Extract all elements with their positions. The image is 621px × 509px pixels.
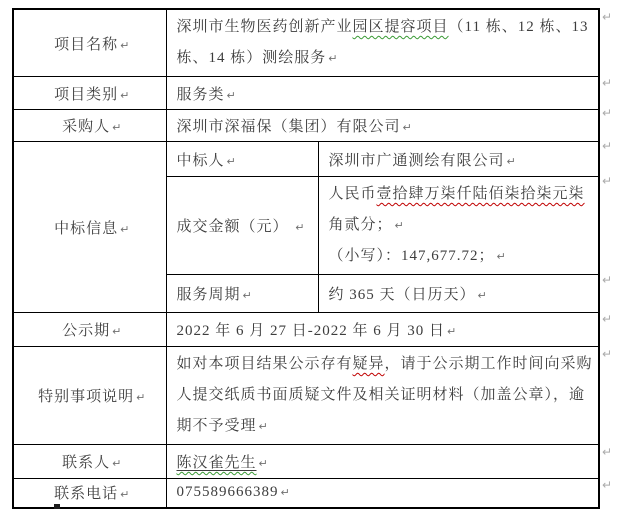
paragraph-mark-icon: ↵ (120, 38, 130, 52)
value-contact (166, 445, 599, 479)
label-category (13, 77, 166, 110)
paragraph-mark-icon: ↵ (280, 486, 290, 500)
value-bid-amount (318, 177, 599, 275)
table-row-publicity (13, 313, 599, 347)
special-notes-text: 人提交纸质书面质疑文件及相关证明材料（加盖公章），逾 (176, 387, 586, 403)
label-text: 公示期 (62, 323, 111, 339)
phone-number-text: 075589666389 (176, 484, 279, 501)
value-purchaser (166, 110, 599, 142)
label-text: 项目类别 (54, 86, 119, 103)
paragraph-mark-icon: ↵ (120, 488, 130, 502)
label-text: 特别事项说明 (38, 389, 135, 405)
paragraph-mark-icon: ↵ (112, 121, 122, 134)
period-text: 约 365 天（日历天） (328, 287, 476, 303)
paragraph-mark-icon: ↵ (295, 221, 305, 234)
label-text: 联系电话 (54, 486, 119, 503)
amount-text: 角贰分； (328, 217, 393, 233)
label-bid-amount (166, 177, 318, 275)
special-notes-text: ，请于公示期工作时间向采购 (384, 356, 593, 372)
paragraph-mark-icon: ↵ (402, 121, 412, 134)
paragraph-mark-icon: ↵ (258, 420, 268, 433)
label-bid-winner (166, 142, 318, 177)
spellcheck-flagged-text: 疑异 (352, 356, 385, 372)
label-text: 项目名称 (54, 36, 119, 53)
paragraph-mark-icon: ↵ (258, 457, 268, 470)
text-line (177, 43, 593, 74)
label-phone (13, 479, 166, 508)
table-row-project-name (13, 9, 599, 77)
text-line (177, 380, 593, 411)
spellcheck-flagged-text: 壹拾肆万柒仟陆佰柒拾柒元柒 (376, 186, 585, 202)
project-name-text: （11 栋、12 栋、13 (448, 19, 589, 35)
label-project-name (13, 9, 166, 77)
category-text: 服务类 (176, 86, 225, 103)
announcement-document (12, 8, 600, 509)
label-bid-info (13, 142, 166, 313)
row-end-mark-icon: ↵ (602, 76, 613, 90)
paragraph-mark-icon: ↵ (120, 222, 130, 236)
paragraph-mark-icon: ↵ (447, 325, 457, 338)
table-row-category (13, 77, 599, 110)
row-end-mark-icon: ↵ (602, 10, 613, 24)
paragraph-mark-icon: ↵ (226, 88, 236, 102)
row-end-mark-icon: ↵ (602, 478, 613, 492)
paragraph-mark-icon: ↵ (120, 88, 130, 102)
paragraph-mark-icon: ↵ (242, 289, 252, 302)
value-project-name (166, 9, 599, 77)
project-name-text: 栋、14 栋）测绘服务 (176, 50, 327, 66)
special-notes-text: 期不予受理 (176, 418, 257, 434)
value-bid-winner (318, 142, 599, 177)
grammar-flagged-text: 园区提容项目 (352, 19, 449, 35)
text-line (329, 241, 593, 272)
special-notes-text: 如对本项目结果公示存有 (176, 356, 353, 372)
paragraph-mark-icon: ↵ (506, 154, 516, 168)
amount-numeric-text: （小写）：147,677.72； (328, 248, 495, 264)
paragraph-mark-icon: ↵ (112, 325, 122, 338)
row-end-mark-icon: ↵ (602, 174, 613, 188)
purchaser-text: 深圳市深福保（集团）有限公司 (176, 119, 401, 135)
paragraph-mark-icon: ↵ (496, 250, 506, 263)
table-row-phone (13, 479, 599, 508)
clipped-paragraph-mark (54, 504, 60, 509)
row-end-mark-icon: ↵ (602, 445, 613, 459)
text-line (329, 179, 593, 210)
text-line (177, 12, 593, 43)
paragraph-mark-icon: ↵ (328, 52, 338, 65)
label-text: 服务周期 (176, 287, 241, 303)
label-text: 中标人 (176, 152, 225, 169)
row-end-mark-icon: ↵ (602, 347, 613, 361)
paragraph-mark-icon: ↵ (136, 391, 146, 404)
paragraph-mark-icon: ↵ (112, 457, 122, 470)
table-row-contact (13, 445, 599, 479)
announcement-table (12, 8, 600, 509)
winner-text: 深圳市广通测绘有限公司 (328, 152, 505, 169)
label-bid-period (166, 275, 318, 313)
row-end-mark-icon: ↵ (602, 106, 613, 120)
label-contact (13, 445, 166, 479)
project-name-text: 深圳市生物医药创新产业 (176, 19, 353, 35)
row-end-mark-icon: ↵ (602, 139, 613, 153)
value-special-notes (166, 347, 599, 445)
label-purchaser (13, 110, 166, 142)
paragraph-mark-icon: ↵ (477, 289, 487, 302)
text-line (177, 411, 593, 442)
row-end-mark-icon: ↵ (602, 312, 613, 326)
row-end-mark-icon: ↵ (602, 273, 613, 287)
value-phone (166, 479, 599, 508)
value-bid-period (318, 275, 599, 313)
label-text: 采购人 (62, 119, 111, 135)
table-row-purchaser (13, 110, 599, 142)
label-special-notes (13, 347, 166, 445)
value-category (166, 77, 599, 110)
value-publicity (166, 313, 599, 347)
paragraph-mark-icon: ↵ (394, 219, 404, 232)
text-line (329, 210, 593, 241)
contact-name-text: 陈汉雀先生 (176, 455, 257, 471)
table-row-bid-winner (13, 142, 599, 177)
label-text: 中标信息 (54, 220, 119, 237)
contact-name-link[interactable] (177, 455, 257, 471)
amount-text: 人民币 (328, 186, 377, 202)
table-row-special-notes (13, 347, 599, 445)
paragraph-mark-icon: ↵ (226, 154, 236, 168)
label-text: 成交金额（元） (176, 219, 289, 235)
label-publicity (13, 313, 166, 347)
text-line (177, 349, 593, 380)
label-text: 联系人 (62, 455, 111, 471)
publicity-period-text: 2022 年 6 月 27 日-2022 年 6 月 30 日 (176, 323, 445, 339)
